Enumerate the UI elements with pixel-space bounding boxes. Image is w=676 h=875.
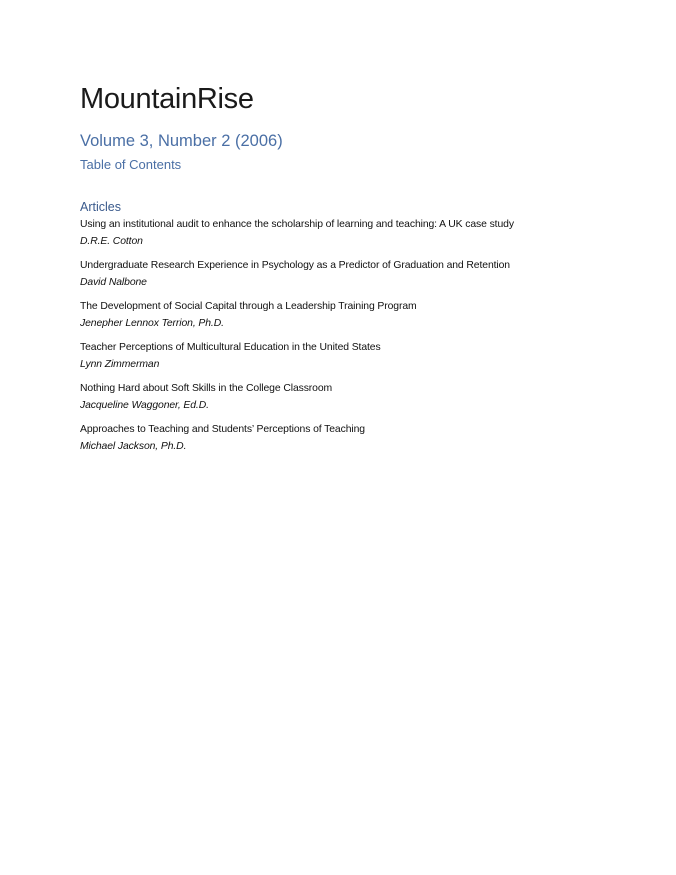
article-item [80, 216, 640, 257]
article-item [80, 339, 640, 380]
article-author: David Nalbone [80, 277, 147, 288]
article-list [80, 216, 640, 462]
article-title-link[interactable]: Approaches to Teaching and Students’ Perceptions of Teaching [80, 424, 365, 435]
article-author: D.R.E. Cotton [80, 236, 143, 247]
article-item [80, 380, 640, 421]
article-title-link[interactable]: The Development of Social Capital through a Leadership Training Program [80, 301, 417, 312]
article-item [80, 298, 640, 339]
article-author: Jacqueline Waggoner, Ed.D. [80, 400, 209, 411]
journal-title: MountainRise [80, 83, 254, 115]
article-item [80, 257, 640, 298]
article-item [80, 421, 640, 462]
article-author: Michael Jackson, Ph.D. [80, 441, 187, 452]
article-author: Jenepher Lennox Terrion, Ph.D. [80, 318, 224, 329]
table-of-contents-heading: Table of Contents [80, 157, 182, 172]
section-heading-articles: Articles [80, 200, 121, 214]
article-title-link[interactable]: Undergraduate Research Experience in Psychology as a Predictor of Graduation and Retention [80, 260, 510, 271]
issue-heading: Volume 3, Number 2 (2006) [80, 132, 283, 150]
article-title-link[interactable]: Teacher Perceptions of Multicultural Education in the United States [80, 342, 381, 353]
article-title-link[interactable]: Using an institutional audit to enhance the scholarship of learning and teaching: A UK case study [80, 219, 514, 230]
article-title-link[interactable]: Nothing Hard about Soft Skills in the College Classroom [80, 383, 333, 394]
article-author: Lynn Zimmerman [80, 359, 160, 370]
